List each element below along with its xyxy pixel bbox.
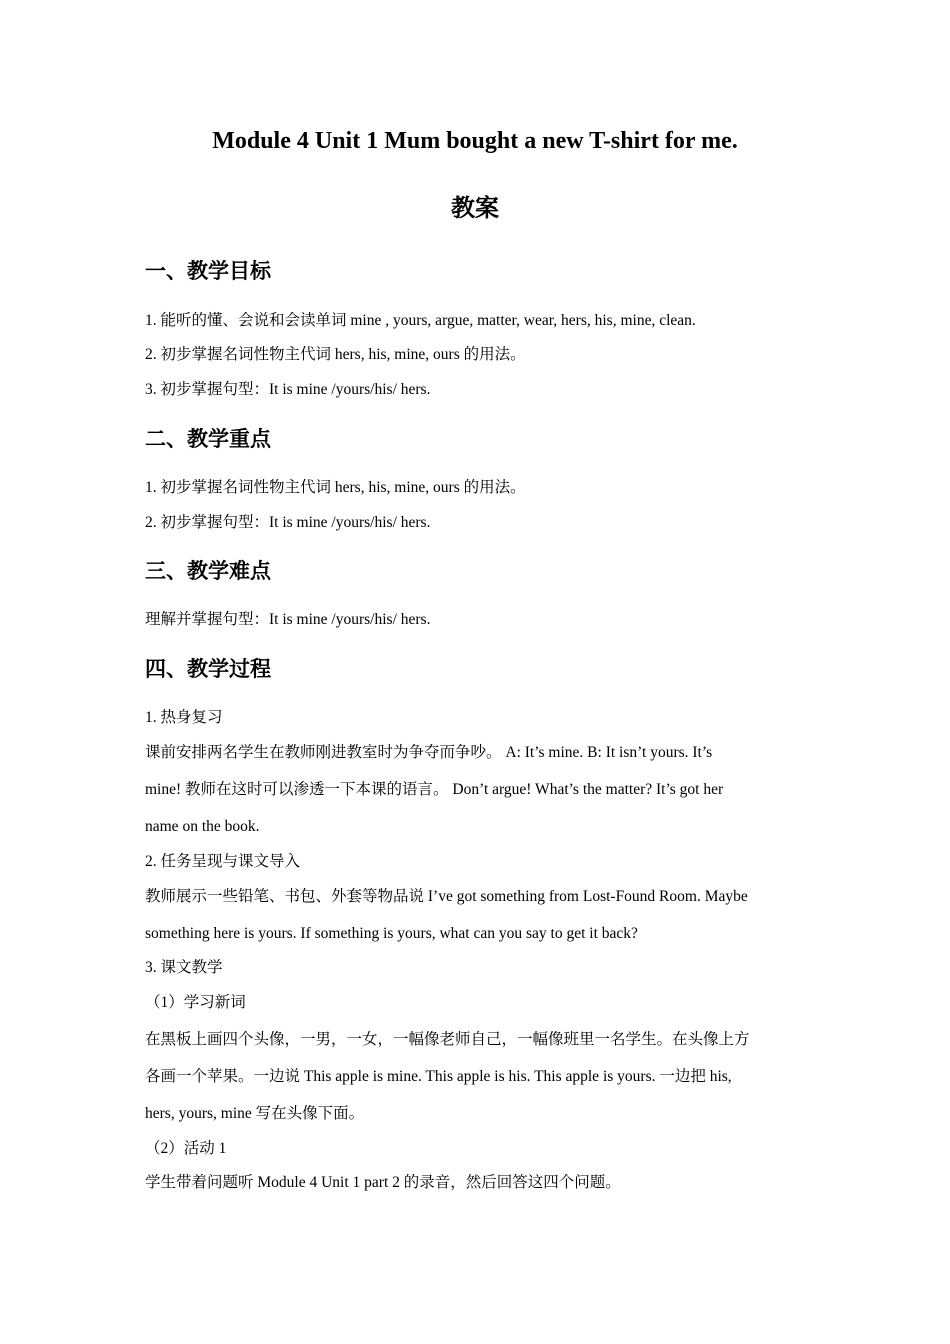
document-subtitle: 教案	[451, 194, 499, 222]
process-line: 课前安排两名学生在教师刚进教室时为争夺而争吵。 A: It’s mine. B: It isn’t yours. It’s	[145, 744, 713, 761]
process-line: 学生带着问题听 Module 4 Unit 1 part 2 的录音，然后回答这四个问题。	[145, 1174, 621, 1191]
objective-item: 2. 初步掌握名词性物主代词 hers, his, mine, ours 的用法。	[145, 346, 526, 363]
section-heading-key-points: 二、教学重点	[145, 427, 271, 451]
objective-item: 3. 初步掌握句型：It is mine /yours/his/ hers.	[145, 381, 431, 398]
process-line: mine! 教师在这时可以渗透一下本课的语言。 Don’t argue! What’s the matter? It’s got her	[145, 781, 724, 798]
process-line: 1. 热身复习	[145, 709, 223, 726]
key-point-item: 1. 初步掌握名词性物主代词 hers, his, mine, ours 的用法。	[145, 479, 526, 496]
process-line: 3. 课文教学	[145, 959, 223, 976]
section-heading-process: 四、教学过程	[145, 657, 271, 681]
section-heading-difficulties: 三、教学难点	[145, 559, 271, 583]
difficulty-item: 理解并掌握句型：It is mine /yours/his/ hers.	[145, 611, 431, 628]
document-title: Module 4 Unit 1 Mum bought a new T-shirt for me.	[212, 128, 738, 154]
process-line: hers, yours, mine 写在头像下面。	[145, 1105, 365, 1122]
process-line: （2）活动 1	[145, 1140, 227, 1157]
key-point-item: 2. 初步掌握句型：It is mine /yours/his/ hers.	[145, 514, 431, 531]
section-heading-objectives: 一、教学目标	[145, 259, 271, 283]
objective-item: 1. 能听的懂、会说和会读单词 mine , yours, argue, matter, wear, hers, his, mine, clean.	[145, 312, 696, 329]
process-line: 在黑板上画四个头像，一男，一女，一幅像老师自己，一幅像班里一名学生。在头像上方	[145, 1031, 750, 1048]
process-line: 各画一个苹果。一边说 This apple is mine. This apple is his. This apple is yours. 一边把 his,	[145, 1068, 732, 1085]
process-line: 教师展示一些铅笔、书包、外套等物品说 I’ve got something from Lost-Found Room. Maybe	[145, 888, 748, 905]
process-line: （1）学习新词	[145, 994, 246, 1011]
process-line: name on the book.	[145, 818, 260, 835]
process-line: 2. 任务呈现与课文导入	[145, 853, 301, 870]
process-line: something here is yours. If something is yours, what can you say to get it back?	[145, 925, 638, 942]
